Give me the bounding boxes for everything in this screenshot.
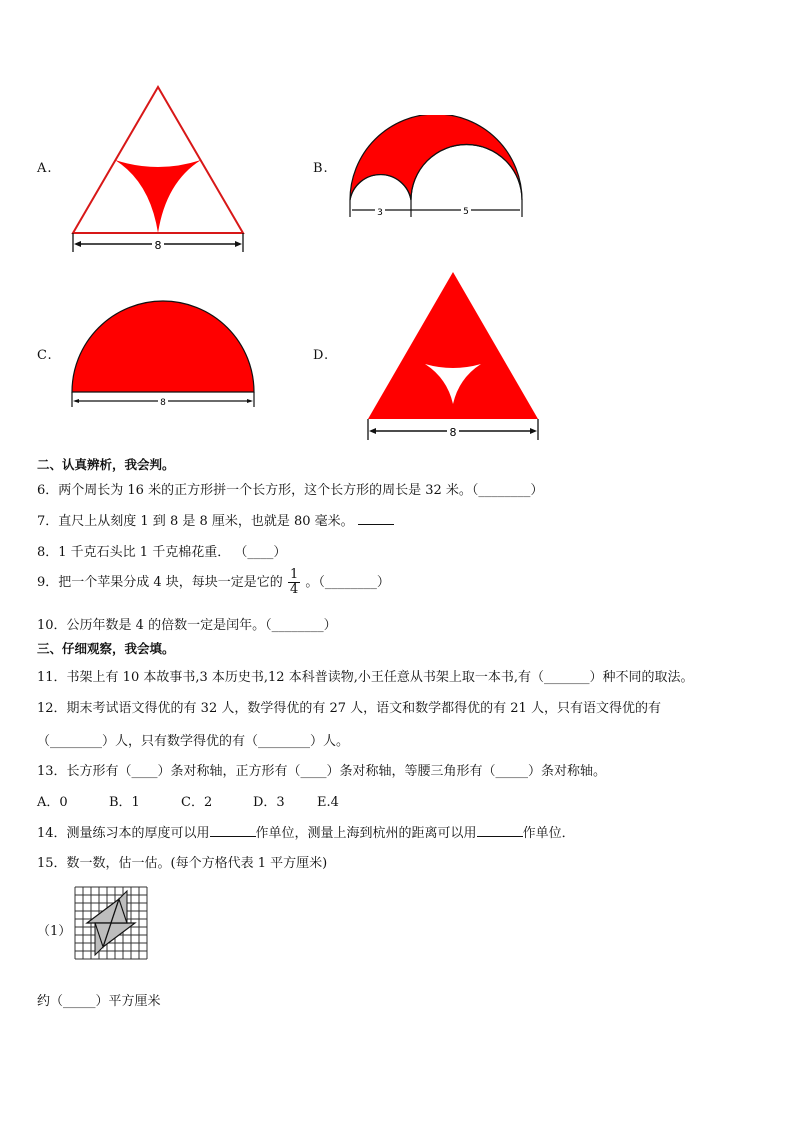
question-14 <box>37 822 575 841</box>
question-14-mid: 作单位，测量上海到杭州的距离可以用 <box>255 826 477 841</box>
question-9-post: 。（________） <box>305 575 390 590</box>
question-7 <box>37 510 394 529</box>
option-b-dim1: 3 <box>377 208 383 218</box>
question-12-line2: （________）人，只有数学得优的有（________）人。 <box>37 734 350 749</box>
question-14-blank-2[interactable] <box>477 824 523 837</box>
question-14-pre: 14．测量练习本的厚度可以用 <box>37 826 210 841</box>
option-b-figure <box>343 115 528 223</box>
choice-a: A．0 <box>37 795 68 810</box>
question-13: 13．长方形有（____）条对称轴，正方形有（____）条对称轴，等腰三角形有（_____）条对称轴。 <box>37 764 607 779</box>
choice-d: D．3 <box>253 795 285 810</box>
option-c-figure <box>68 300 258 410</box>
option-a-label: A. <box>37 161 53 176</box>
grid-figure <box>73 885 153 965</box>
fraction-numerator: 1 <box>289 567 299 582</box>
option-d-figure <box>362 268 544 443</box>
choice-b: B．1 <box>109 795 140 810</box>
choice-c: C．2 <box>181 795 213 810</box>
question-10: 10．公历年数是 4 的倍数一定是闰年。（________） <box>37 618 337 633</box>
question-15-answer: 约（_____）平方厘米 <box>37 994 161 1009</box>
option-b-dim2: 5 <box>463 207 469 217</box>
option-d-dim: 8 <box>449 426 457 439</box>
question-12-line1: 12．期末考试语文得优的有 32 人，数学得优的有 27 人，语文和数学都得优的有 21 人，只有语文得优的有 <box>37 701 661 716</box>
option-c-dim: 8 <box>160 398 166 408</box>
option-d-label: D. <box>313 348 330 363</box>
question-9-pre: 9．把一个苹果分成 4 块，每块一定是它的 <box>37 575 283 590</box>
question-11: 11．书架上有 10 本故事书,3 本历史书,12 本科普读物,小王任意从书架上取一本书,有（_______）种不同的取法。 <box>37 670 694 685</box>
fraction-denominator: 4 <box>289 582 299 597</box>
question-15: 15．数一数，估一估。(每个方格代表 1 平方厘米) <box>37 856 328 871</box>
question-7-blank[interactable] <box>358 512 394 525</box>
question-6: 6．两个周长为 16 米的正方形拼一个长方形，这个长方形的周长是 32 米。（________） <box>37 483 544 498</box>
question-7-text: 7．直尺上从刻度 1 到 8 是 8 厘米，也就是 80 毫米。 <box>37 514 354 529</box>
question-15-sub-label: （1） <box>37 924 72 939</box>
question-8: 8．1 千克石头比 1 千克棉花重． （____） <box>37 545 287 560</box>
question-9 <box>37 568 390 597</box>
question-9-fraction <box>288 568 300 597</box>
option-c-label: C. <box>37 348 53 363</box>
option-a-figure <box>68 82 248 254</box>
option-a-dim: 8 <box>154 239 162 252</box>
option-b-label: B. <box>313 161 329 176</box>
question-13-choices <box>37 791 339 810</box>
choice-e: E.4 <box>317 795 339 810</box>
question-14-post: 作单位． <box>522 826 575 841</box>
section-3-title: 三、仔细观察，我会填。 <box>37 641 175 656</box>
section-2-title: 二、认真辨析，我会判。 <box>37 457 175 472</box>
question-14-blank-1[interactable] <box>210 824 256 837</box>
